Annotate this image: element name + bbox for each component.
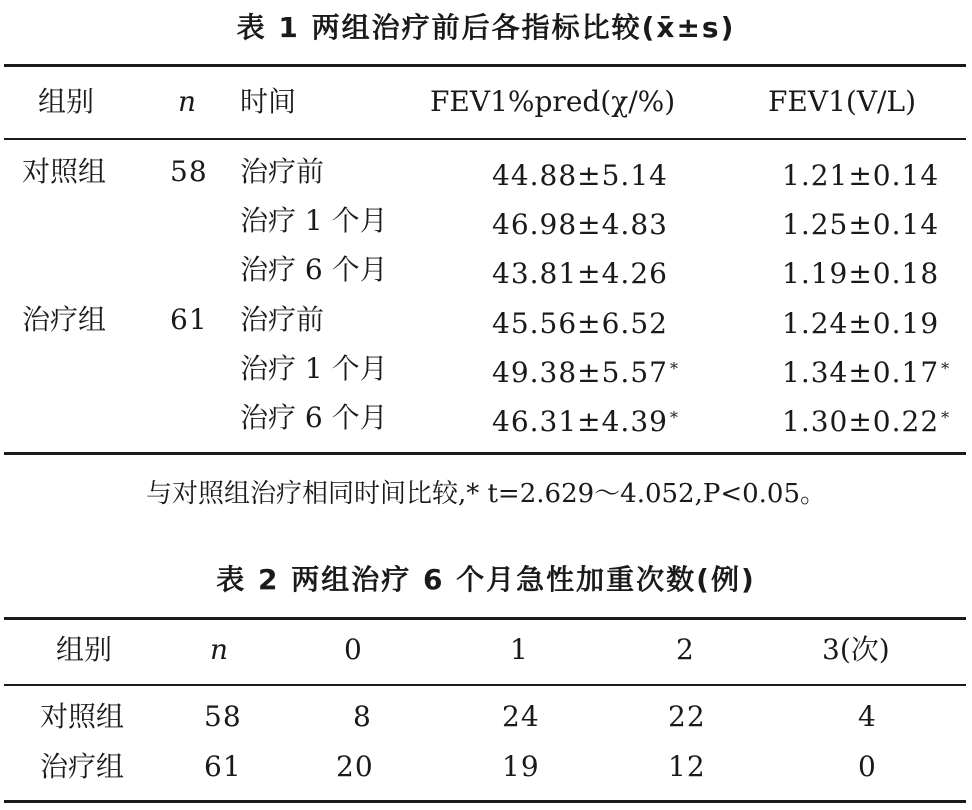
table1-title: 表 1 两组治疗前后各指标比较(x̄±s) [236,11,736,44]
table1-row5-time: 治疗 1 个月 [240,352,388,385]
table1-header-time: 时间 [240,85,297,118]
table1-footnote: 与对照组治疗相同时间比较,* t=2.629～4.052,P<0.05。 [145,479,827,509]
table1-row2-fev1: 1.25±0.14 [782,208,940,241]
table2-row1-c0: 8 [353,700,372,733]
table1-header-group: 组别 [38,85,95,118]
table1-header-fev1: FEV1(V/L) [768,85,916,118]
table2-row1-n: 58 [204,700,242,733]
table1-row1-fev1: 1.21±0.14 [782,159,940,192]
table1-row1-group: 对照组 [22,155,107,188]
table2-row2-n: 61 [204,750,242,783]
table1-row4-fev1pct: 45.56±6.52 [492,307,668,340]
table2-row2-group: 治疗组 [40,750,125,783]
table1-row4-fev1: 1.24±0.19 [782,307,940,340]
table1-row1-n: 58 [170,155,208,188]
table1-header-fev1pct: FEV1%pred(χ/%) [430,85,676,118]
table1-row3-fev1pct: 43.81±4.26 [492,257,668,290]
table2-header-group: 组别 [56,633,113,666]
table2-row2-c2: 12 [668,750,706,783]
table1-row1-fev1pct: 44.88±5.14 [492,159,668,192]
table2-row1-c3: 4 [858,700,877,733]
table2-header-rule [4,684,966,686]
table1-row5-fev1pct: 49.38±5.57 * [492,356,679,389]
table1-row4-n: 61 [170,303,208,336]
table1-row4-group: 治疗组 [22,303,107,336]
table1-row6-time: 治疗 6 个月 [240,401,388,434]
table2-header-1: 1 [510,633,528,666]
table2-header-n: n [210,633,229,666]
table1-row5-fev1: 1.34±0.17 * [782,356,951,389]
table1-row1-time: 治疗前 [240,155,325,188]
table1-bottom-rule [4,452,966,455]
table1-row3-time: 治疗 6 个月 [240,253,388,286]
table2-top-rule [4,617,966,620]
table2-row2-c1: 19 [502,750,540,783]
table2-header-3: 3(次) [822,633,890,666]
table1-row6-fev1: 1.30±0.22 * [782,405,951,438]
table1-top-rule [4,64,966,67]
table2-header-2: 2 [676,633,694,666]
table1-header-n: n [178,85,197,118]
table2-row2-c0: 20 [336,750,374,783]
table1-row3-fev1: 1.19±0.18 [782,257,940,290]
table1-row6-fev1pct: 46.31±4.39 * [492,405,679,438]
table2-bottom-rule [4,800,966,803]
table1-row2-fev1pct: 46.98±4.83 [492,208,668,241]
table2-row1-group: 对照组 [40,700,125,733]
table1-row4-time: 治疗前 [240,303,325,336]
table2-row1-c2: 22 [668,700,706,733]
table2-title: 表 2 两组治疗 6 个月急性加重次数(例) [216,563,756,596]
table2-header-0: 0 [344,633,362,666]
table1-row2-time: 治疗 1 个月 [240,204,388,237]
table2-row1-c1: 24 [502,700,540,733]
table1-header-rule [4,138,966,140]
table2-row2-c3: 0 [858,750,877,783]
